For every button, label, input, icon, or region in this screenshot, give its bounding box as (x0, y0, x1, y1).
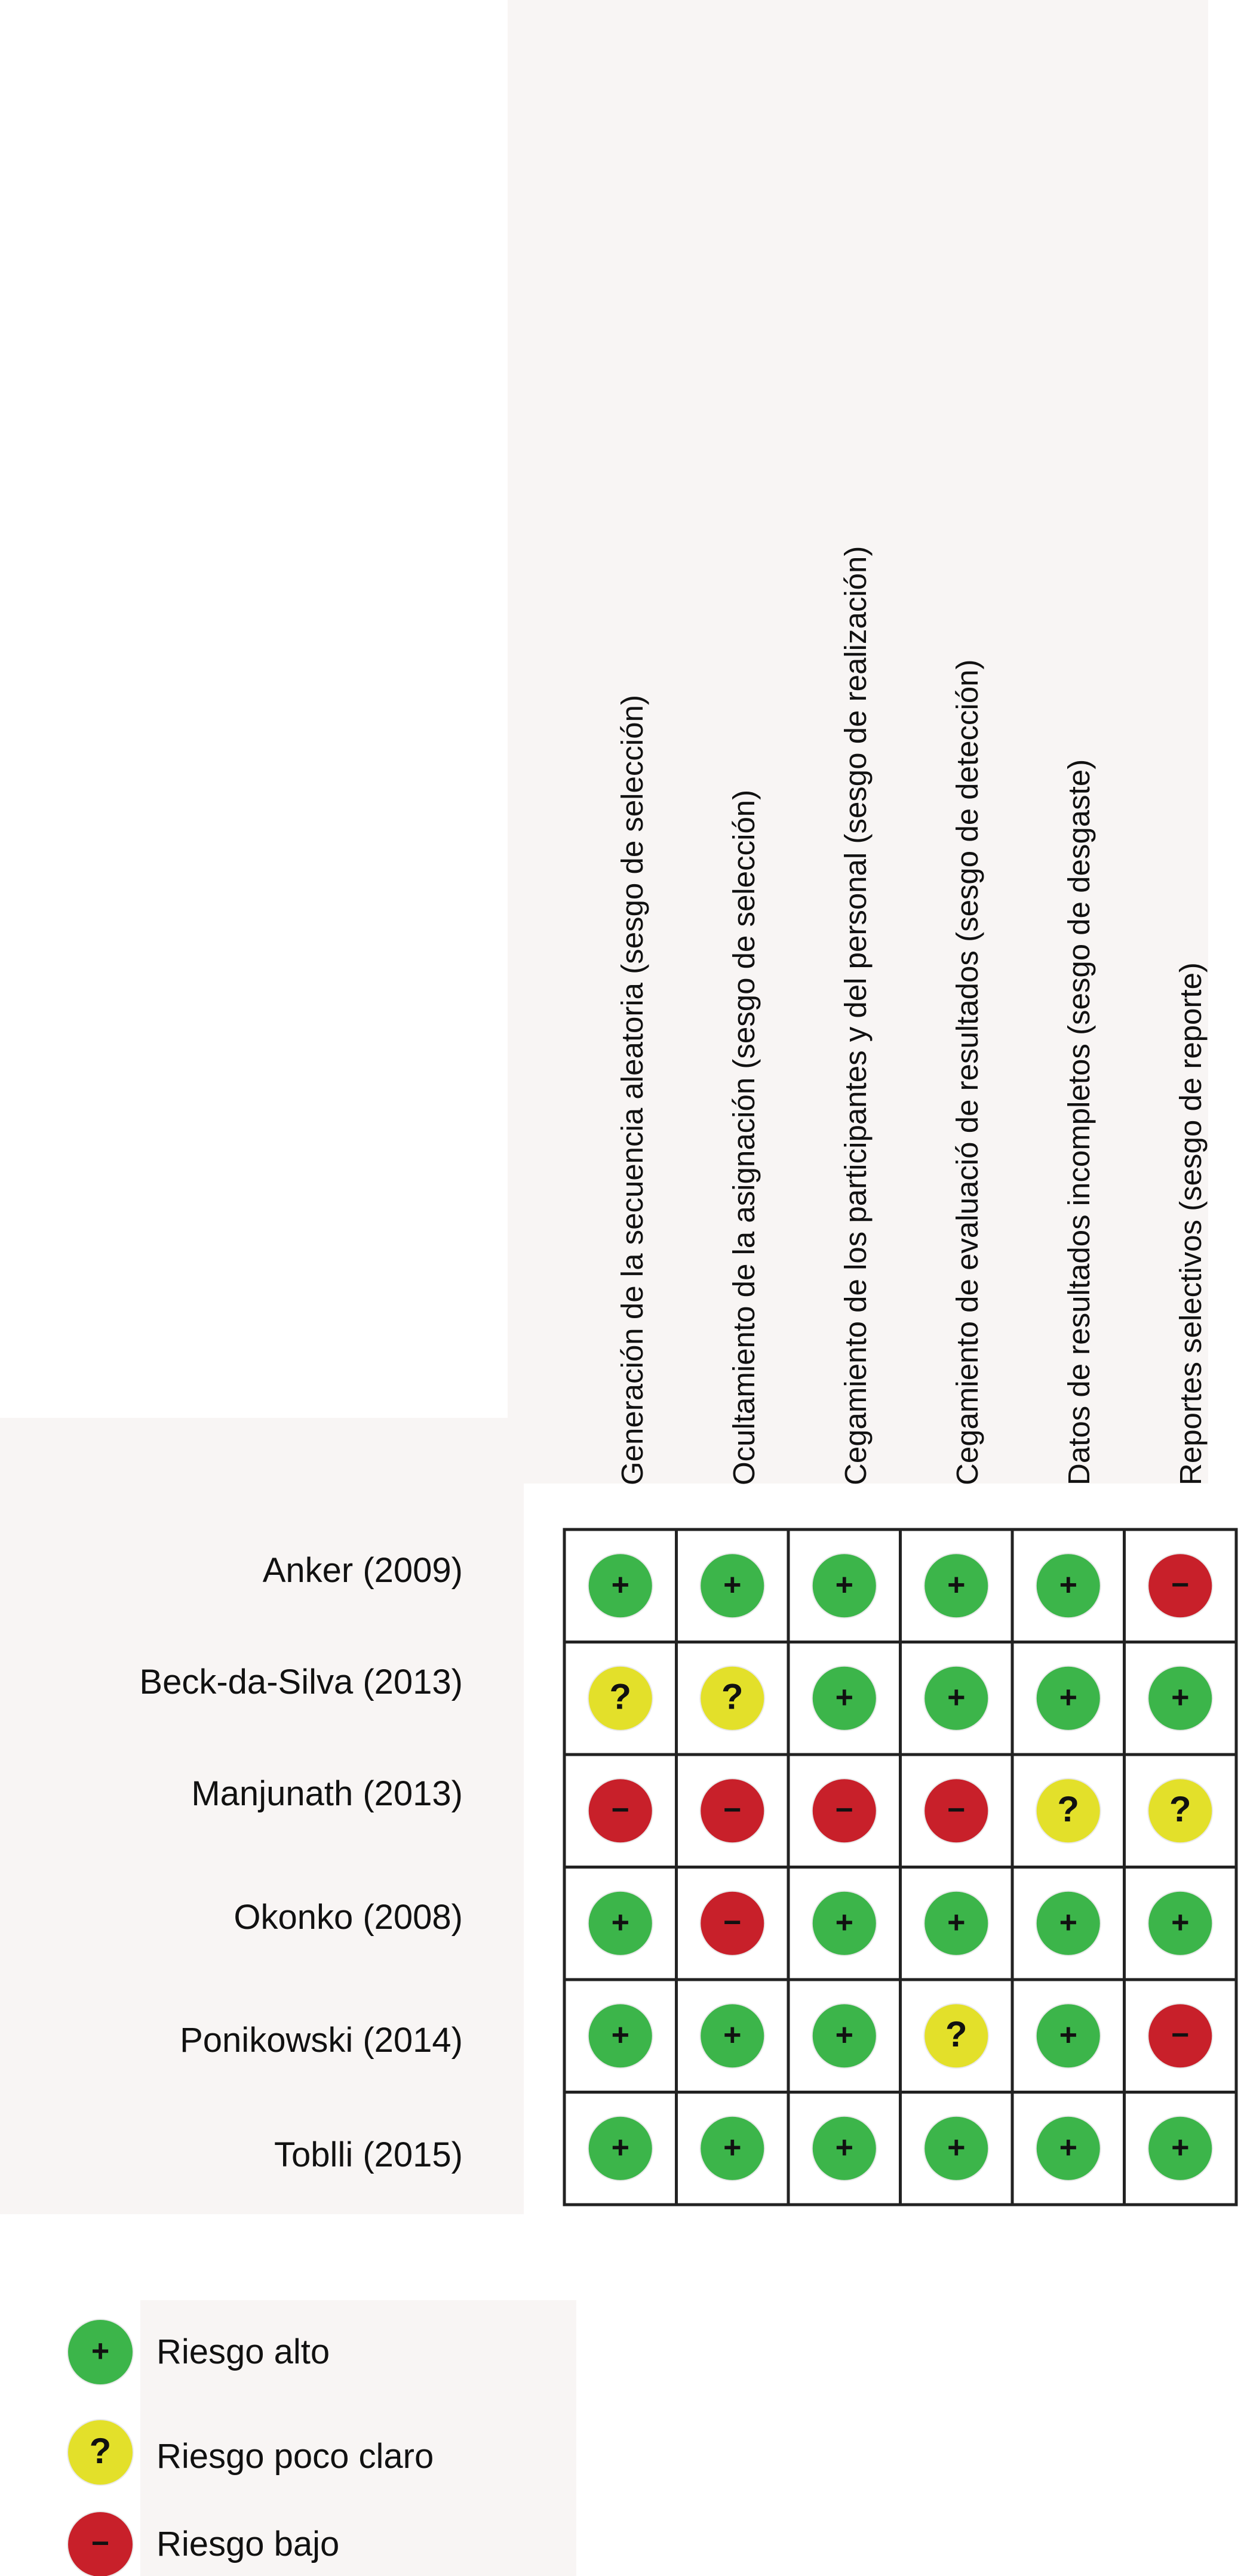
symbol-glyph: − (1171, 2017, 1190, 2052)
judgement-plus-circle-icon (812, 2003, 877, 2069)
judgement-question-circle-icon (1147, 1778, 1213, 1843)
symbol-glyph: + (1059, 1905, 1077, 1940)
judgement-plus-circle-icon (588, 2003, 653, 2069)
column-header-label: Reportes selectivos (sesgo de reporte) (1174, 962, 1208, 1485)
judgement-plus-circle-icon (1036, 1666, 1101, 1731)
symbol-glyph: + (947, 1905, 966, 1940)
judgement-plus-circle-icon (923, 2116, 989, 2181)
judgement-minus-circle-icon (923, 1778, 989, 1843)
symbol-glyph: + (611, 2130, 629, 2165)
judgement-plus-circle-icon (1036, 2116, 1101, 2181)
judgement-question-circle-icon (923, 2003, 989, 2069)
symbol-glyph: + (1171, 2130, 1190, 2165)
symbol-glyph: ? (721, 1676, 744, 1717)
judgement-plus-circle-icon (588, 2116, 653, 2181)
symbol-glyph: + (1059, 2130, 1077, 2165)
symbol-glyph: + (835, 2130, 853, 2165)
judgement-plus-circle-icon (812, 1666, 877, 1731)
judgement-question-circle-icon (699, 1666, 765, 1731)
judgement-plus-circle-icon (699, 2116, 765, 2181)
symbol-glyph: + (611, 2017, 629, 2052)
legend-label: Riesgo alto (156, 2332, 330, 2371)
symbol-glyph: − (723, 1905, 742, 1940)
column-header-label: Generación de la secuencia aleatoria (sesgo de selección) (615, 695, 649, 1485)
judgement-plus-circle-icon (1147, 1891, 1213, 1956)
symbol-glyph: + (1059, 1680, 1077, 1715)
judgement-minus-circle-icon (1147, 2003, 1213, 2069)
symbol-glyph: + (835, 2017, 853, 2052)
symbol-glyph: + (947, 1680, 966, 1715)
judgement-plus-circle-icon (699, 2003, 765, 2069)
judgement-plus-circle-icon (812, 2116, 877, 2181)
judgement-plus-circle-icon (923, 1666, 989, 1731)
symbol-glyph: + (835, 1567, 853, 1602)
symbol-glyph: ? (609, 1676, 632, 1717)
symbol-glyph: ? (1057, 1789, 1080, 1830)
symbol-glyph: + (835, 1680, 853, 1715)
symbol-glyph: − (611, 1792, 629, 1827)
symbol-glyph: − (1171, 1567, 1190, 1602)
judgement-plus-circle-icon (699, 1553, 765, 1618)
legend-question-circle-icon (67, 2419, 134, 2486)
judgement-plus-circle-icon (1147, 1666, 1213, 1731)
judgement-minus-circle-icon (699, 1891, 765, 1956)
column-header-label: Ocultamiento de la asignación (sesgo de selección) (727, 789, 761, 1485)
judgement-minus-circle-icon (699, 1778, 765, 1843)
symbol-glyph: − (91, 2526, 110, 2561)
study-label: Anker (2009) (262, 1551, 463, 1590)
study-label: Toblli (2015) (274, 2135, 463, 2174)
symbol-glyph: ? (89, 2430, 112, 2471)
symbol-glyph: + (91, 2334, 110, 2369)
symbol-glyph: + (611, 1905, 629, 1940)
symbol-glyph: − (723, 1792, 742, 1827)
study-label: Ponikowski (2014) (180, 2021, 463, 2060)
judgement-plus-circle-icon (1036, 1891, 1101, 1956)
study-label: Manjunath (2013) (191, 1774, 463, 1813)
judgement-plus-circle-icon (1147, 2116, 1213, 2181)
judgement-plus-circle-icon (923, 1891, 989, 1956)
symbol-glyph: + (835, 1905, 853, 1940)
symbol-glyph: + (1059, 2017, 1077, 2052)
column-header-label: Cegamiento de evaluació de resultados (sesgo de detección) (950, 659, 984, 1485)
symbol-glyph: + (723, 2130, 742, 2165)
judgement-minus-circle-icon (812, 1778, 877, 1843)
legend-plus-circle-icon (67, 2319, 134, 2386)
study-label: Okonko (2008) (234, 1898, 463, 1937)
symbol-glyph: ? (945, 2014, 967, 2055)
symbol-glyph: + (947, 1567, 966, 1602)
legend-label: Riesgo poco claro (156, 2437, 434, 2476)
symbol-glyph: ? (1169, 1789, 1191, 1830)
legend-label: Riesgo bajo (156, 2525, 340, 2563)
symbol-glyph: + (611, 1567, 629, 1602)
symbol-glyph: + (723, 2017, 742, 2052)
symbol-glyph: + (1171, 1905, 1190, 1940)
judgement-plus-circle-icon (1036, 2003, 1101, 2069)
symbol-glyph: − (835, 1792, 853, 1827)
legend-minus-circle-icon (67, 2511, 134, 2576)
judgement-plus-circle-icon (1036, 1553, 1101, 1618)
judgement-plus-circle-icon (588, 1891, 653, 1956)
judgement-question-circle-icon (588, 1666, 653, 1731)
symbol-glyph: + (1171, 1680, 1190, 1715)
symbol-glyph: + (947, 2130, 966, 2165)
study-label: Beck-da-Silva (2013) (139, 1663, 463, 1701)
judgement-plus-circle-icon (923, 1553, 989, 1618)
column-header-label: Cegamiento de los participantes y del personal (sesgo de realización) (838, 546, 873, 1485)
judgement-plus-circle-icon (588, 1553, 653, 1618)
judgement-minus-circle-icon (1147, 1553, 1213, 1618)
judgement-question-circle-icon (1036, 1778, 1101, 1843)
judgement-plus-circle-icon (812, 1553, 877, 1618)
symbol-glyph: − (947, 1792, 966, 1827)
symbol-glyph: + (723, 1567, 742, 1602)
judgement-minus-circle-icon (588, 1778, 653, 1843)
judgement-plus-circle-icon (812, 1891, 877, 1956)
symbol-glyph: + (1059, 1567, 1077, 1602)
column-header-label: Datos de resultados incompletos (sesgo de desgaste) (1062, 759, 1096, 1485)
